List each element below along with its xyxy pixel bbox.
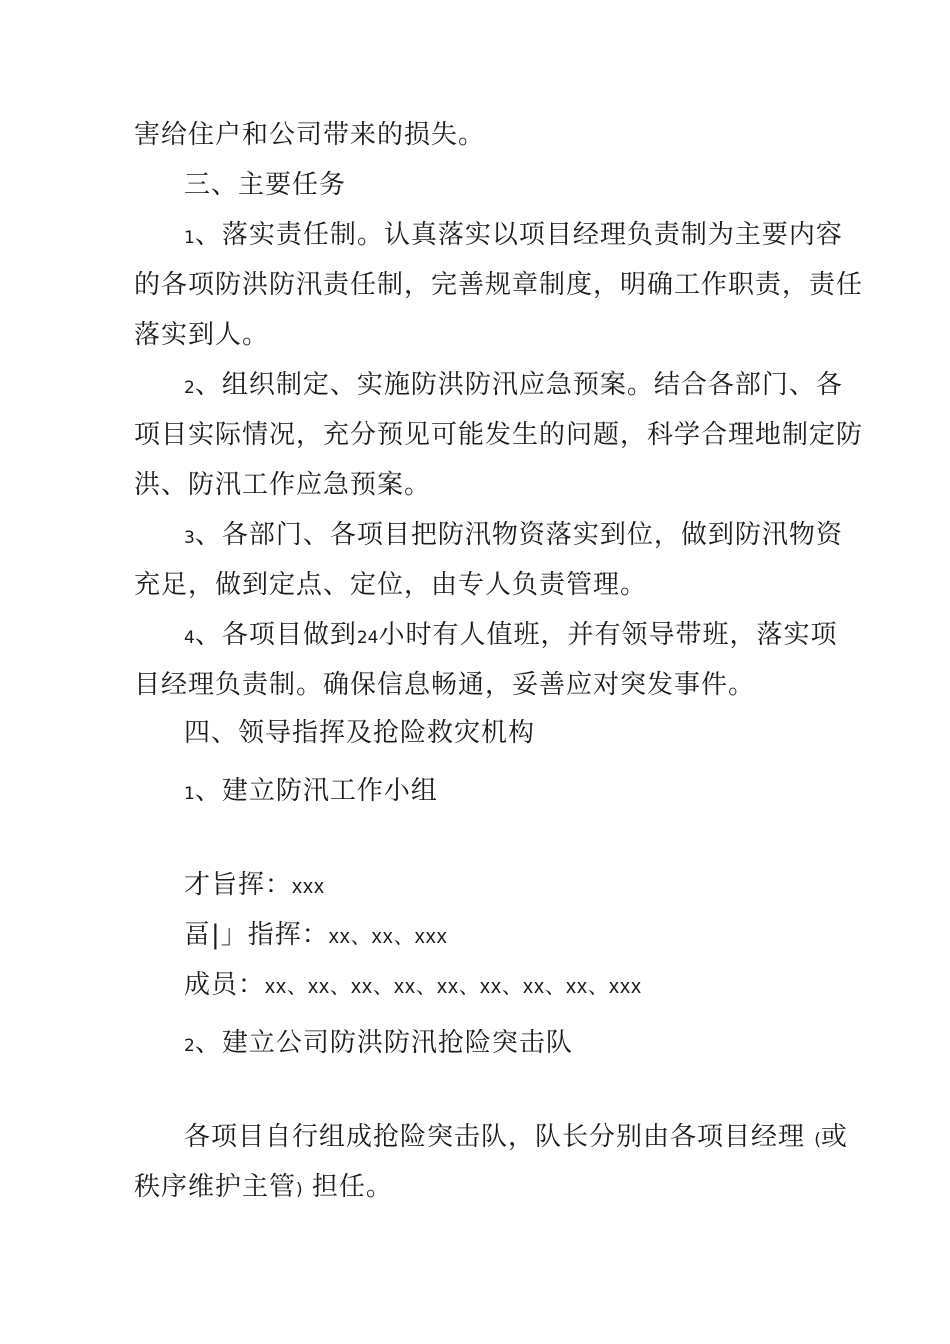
item-number: 3 xyxy=(184,528,195,548)
hours-number: 24 xyxy=(356,628,379,648)
text: 的各项防洪防汛责任制，完善规章制度，明确工作职责，责任 xyxy=(134,270,864,300)
text: 、建立公司防洪防汛抢险突击队 xyxy=(194,1028,573,1058)
paren-close: ) xyxy=(296,1180,303,1200)
text: 、各部门、各项目把防汛物资落实到位，做到防汛物资 xyxy=(194,520,843,550)
text: 、建立防汛工作小组 xyxy=(194,776,438,806)
text: 三、主要任务 xyxy=(184,170,347,200)
subheading xyxy=(184,1026,573,1063)
text: 、落实责任制。认真落实以项目经理负责制为主要内容 xyxy=(194,220,843,250)
paragraph-line xyxy=(184,1120,848,1157)
paragraph-line xyxy=(134,1170,393,1207)
item-number: 1 xyxy=(184,784,195,804)
text: 四、领导指挥及抢险救灾机构 xyxy=(184,718,536,748)
text: 洪、防汛工作应急预案。 xyxy=(134,470,432,500)
paragraph-line xyxy=(184,518,843,555)
deputy-names: xx、xx、xxx xyxy=(328,926,448,948)
deputy-commander-line xyxy=(184,918,448,954)
commander-name: xxx xyxy=(292,876,326,898)
commander-line xyxy=(184,868,325,904)
paragraph-line xyxy=(184,218,843,255)
paragraph-line xyxy=(134,468,431,502)
paragraph-line xyxy=(134,568,647,602)
text: 充足，做到定点、定位，由专人负责管理。 xyxy=(134,570,648,600)
text: 或 xyxy=(820,1122,848,1152)
members-line xyxy=(184,968,642,1004)
text: 秩序维护主管 xyxy=(134,1172,297,1202)
paragraph-line xyxy=(134,118,485,152)
paragraph-line xyxy=(134,268,863,302)
text: 、各项目做到 xyxy=(194,620,357,650)
paren-open: ( xyxy=(814,1130,821,1150)
text: 落实到人。 xyxy=(134,320,270,350)
paragraph-line xyxy=(184,618,838,655)
text: 成员： xyxy=(184,970,266,1000)
item-number: 4 xyxy=(184,628,195,648)
text: 各项目自行组成抢险突击队，队长分别由各项目经理 xyxy=(184,1122,806,1152)
text: 、组织制定、实施防洪防汛应急预案。结合各部门、各 xyxy=(194,370,843,400)
paragraph-line xyxy=(134,318,269,352)
text: 担任。 xyxy=(311,1172,393,1202)
text: 害给住户和公司带来的损失。 xyxy=(134,120,486,150)
section-heading-3 xyxy=(184,168,346,202)
subheading xyxy=(184,774,438,811)
text: 才旨挥： xyxy=(184,870,293,900)
member-names: xx、xx、xx、xx、xx、xx、xx、xx、xxx xyxy=(265,976,643,998)
paragraph-line xyxy=(184,368,843,405)
text: 畐|」指挥： xyxy=(184,920,329,950)
item-number: 2 xyxy=(184,378,195,398)
text: 目经理负责制。确保信息畅通，妥善应对突发事件。 xyxy=(134,670,756,700)
item-number: 2 xyxy=(184,1036,195,1056)
item-number: 1 xyxy=(184,228,195,248)
text: 小时有人值班，并有领导带班，落实项 xyxy=(378,620,838,650)
text: 项目实际情况，充分预见可能发生的问题，科学合理地制定防 xyxy=(134,420,864,450)
paragraph-line xyxy=(134,668,755,702)
paragraph-line xyxy=(134,418,863,452)
section-heading-4 xyxy=(184,716,535,750)
